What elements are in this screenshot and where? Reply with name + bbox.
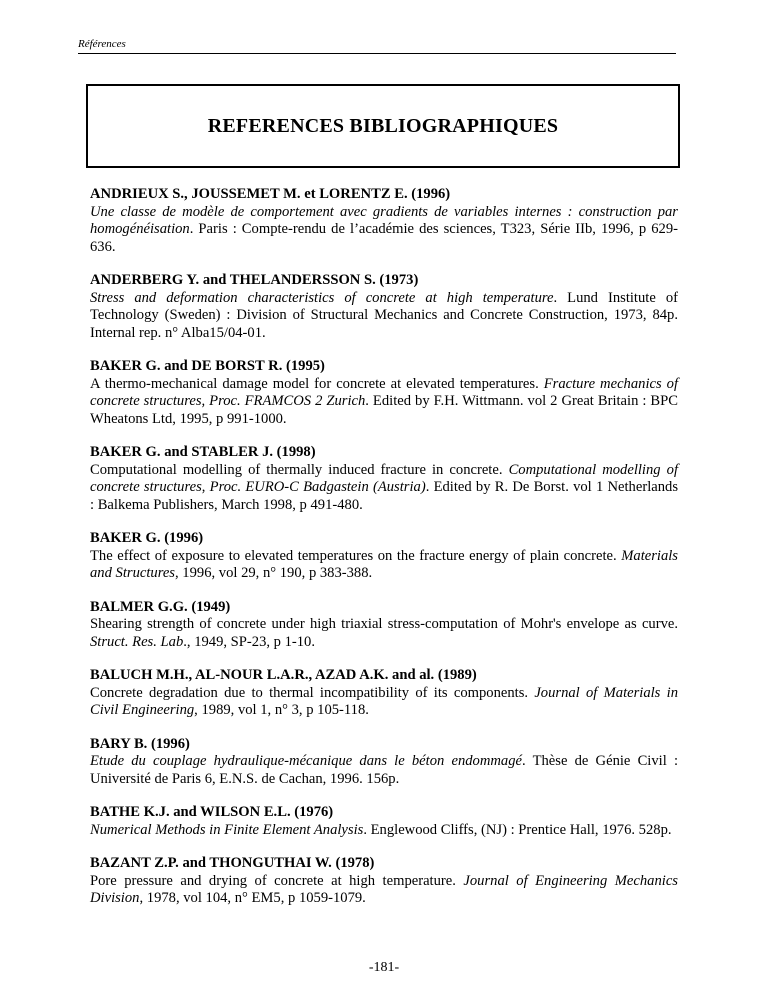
page-title: REFERENCES BIBLIOGRAPHIQUES (207, 114, 559, 137)
reference-entry (90, 272, 678, 342)
reference-authors: BAZANT Z.P. and THONGUTHAI W. (1978) (90, 855, 375, 871)
reference-details: , 1978, vol 104, n° EM5, p 1059-1079. (139, 890, 366, 906)
reference-journal: Computational modelling of concrete structures (90, 461, 678, 495)
reference-body (90, 376, 678, 429)
reference-authors: BARY B. (1996) (90, 735, 190, 752)
reference-title: Pore pressure and drying of concrete at high temperature. (90, 872, 464, 889)
reference-title: Numerical Methods in Finite Element Analysis (90, 821, 364, 838)
reference-journal: Journal of Engineering Mechanics Division (90, 872, 678, 906)
reference-details: . Paris : Compte-rendu de l’académie des sciences, T323, Série IIb, 1996, p 629-636. (90, 221, 678, 255)
reference-authors: BALMER G.G. (1949) (90, 598, 231, 615)
reference-details: . Edited by F.H. Wittmann. vol 2 Great Britain : BPC Wheatons Ltd, 1995, p 991-1000. (90, 393, 678, 427)
reference-body (90, 822, 678, 840)
reference-journal: Struct. Res. Lab (90, 633, 184, 650)
reference-authors: BATHE K.J. and WILSON E.L. (1976) (90, 804, 334, 820)
reference-body (90, 290, 678, 343)
reference-list (90, 186, 678, 924)
page-number: -181- (368, 960, 400, 975)
reference-body (90, 462, 678, 515)
reference-details: . Englewood Cliffs, (NJ) : Prentice Hall, 1976. 528p. (363, 821, 672, 838)
reference-separator: , (201, 479, 210, 495)
reference-journal: Materials and Structures (90, 547, 678, 581)
reference-details: , 1989, vol 1, n° 3, p 105-118. (194, 702, 369, 718)
reference-proceedings: Proc. EURO-C Badgastein (Austria) (209, 479, 426, 495)
reference-body (90, 685, 678, 720)
reference-title: Computational modelling of thermally induced fracture in concrete. (90, 461, 509, 478)
reference-entry (90, 530, 678, 583)
reference-title: Shearing strength of concrete under high triaxial stress-computation of Mohr's envelope as curve. (90, 616, 678, 632)
reference-entry (90, 855, 678, 908)
reference-body (90, 873, 678, 908)
reference-entry (90, 736, 678, 789)
reference-details: . Edited by R. De Borst. vol 1 Netherlands : Balkema Publishers, March 1998, p 491-480. (90, 479, 678, 513)
reference-authors: ANDERBERG Y. and THELANDERSSON S. (1973) (90, 272, 419, 288)
reference-details: ., 1949, SP-23, p 1-10. (183, 633, 316, 650)
reference-body (90, 753, 678, 788)
reference-details: . Thèse de Génie Civil : Université de Paris 6, E.N.S. de Cachan, 1996. 156p. (90, 753, 679, 787)
running-header: Références (78, 38, 676, 54)
reference-entry (90, 667, 678, 720)
reference-title: Etude du couplage hydraulique-mécanique dans le béton endommagé (90, 753, 523, 769)
reference-body (90, 204, 678, 257)
reference-body (90, 548, 678, 583)
reference-entry (90, 358, 678, 428)
reference-authors: BALUCH M.H., AL-NOUR L.A.R., AZAD A.K. and al. (1989) (90, 667, 477, 683)
reference-authors: BAKER G. and DE BORST R. (1995) (90, 358, 325, 374)
reference-title: A thermo-mechanical damage model for concrete at elevated temperatures. (90, 375, 544, 392)
reference-body (90, 616, 678, 651)
reference-authors: BAKER G. and STABLER J. (1998) (90, 444, 316, 460)
title-box (86, 84, 680, 168)
reference-authors: BAKER G. (1996) (90, 530, 204, 546)
reference-journal: Journal of Materials in Civil Engineering (90, 684, 678, 718)
reference-entry (90, 804, 678, 839)
reference-title: Une classe de modèle de comportement avec gradients de variables internes : construction par homogénéisation (90, 203, 678, 237)
reference-details: , 1996, vol 29, n° 190, p 383-388. (175, 565, 373, 581)
reference-journal: Fracture mechanics of concrete structures, Proc. FRAMCOS 2 Zurich (90, 375, 678, 409)
reference-title: The effect of exposure to elevated temperatures on the fracture energy of plain concrete. (90, 547, 622, 564)
reference-details: . Lund Institute of Technology (Sweden) : Division of Structural Mechanics and Concrete Construction, 1973, 84p. Internal rep. n° Alba15/04-01. (90, 289, 678, 341)
reference-entry (90, 186, 678, 256)
reference-entry (90, 599, 678, 652)
reference-title: Concrete degradation due to thermal incompatibility of its components. (90, 684, 535, 701)
reference-title: Stress and deformation characteristics of concrete at high temperature (90, 289, 554, 306)
reference-authors: ANDRIEUX S., JOUSSEMET M. et LORENTZ E. (1996) (90, 186, 451, 202)
reference-entry (90, 444, 678, 514)
